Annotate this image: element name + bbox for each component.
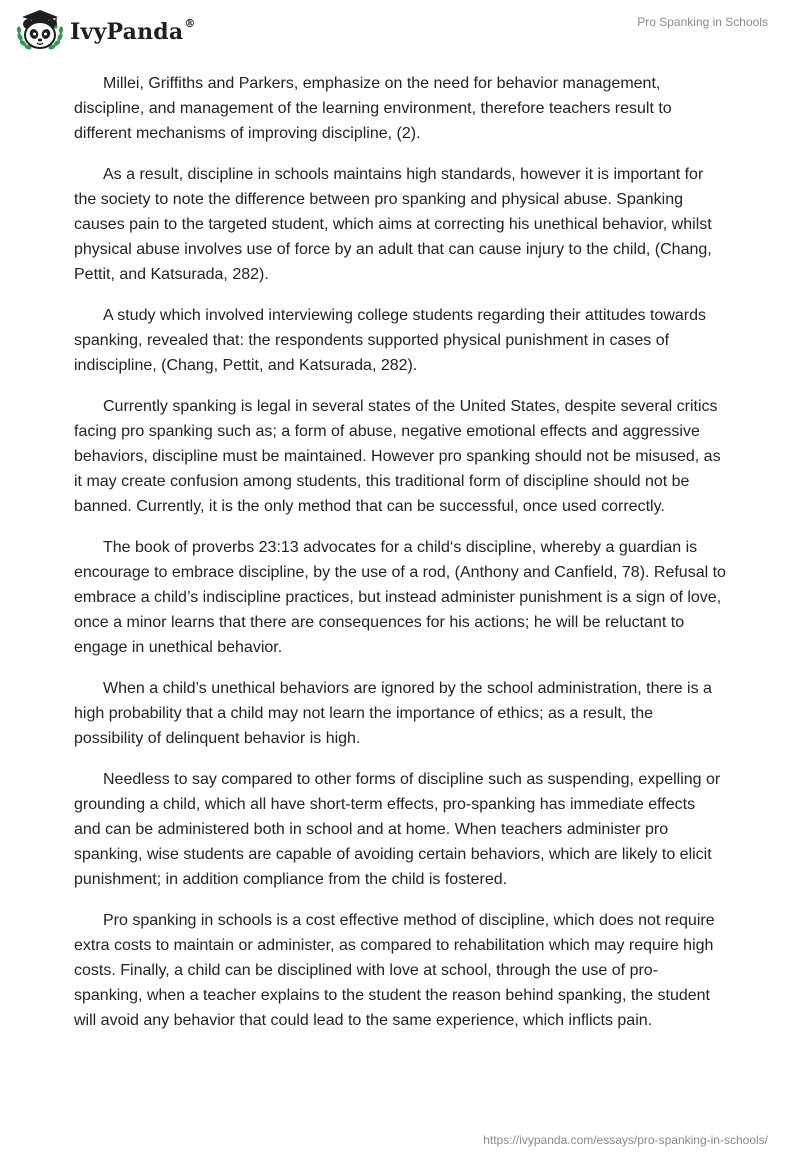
- brand-name: [70, 16, 196, 45]
- paragraph-6: When a child’s unethical behaviors are ignored by the school administration, there is a high probability that a child may not learn the importance of ethics; as a result, the possibility of delinquent behavior is high.: [74, 680, 712, 747]
- registered-mark: ®: [184, 16, 196, 30]
- brand-name-text: IvyPanda: [70, 19, 184, 45]
- paragraph-4: Currently spanking is legal in several states of the United States, despite several critics facing pro spanking such as; a form of abuse, negative emotional effects and aggressive behaviors, discipline must be maintained. However pro spanking should not be misused, as it may create confusion among students, this traditional form of discipline should not be banned. Currently, it is the only method that can be successful, once used correctly.: [74, 398, 721, 515]
- paragraph-3: A study which involved interviewing college students regarding their attitudes towards spanking, revealed that: the respondents supported physical punishment in cases of indiscipline, (Chang, Pettit, and Katsurada, 282).: [74, 307, 706, 374]
- paragraph-7: Needless to say compared to other forms of discipline such as suspending, expelling or grounding a child, which all have short-term effects, pro-spanking has immediate effects and can be administered both in school and at home. When teachers administer pro spanking, wise students are capable of avoiding certain behaviors, which are likely to elicit punishment; in addition compliance from the child is fostered.: [74, 771, 721, 888]
- brand-logo[interactable]: [14, 7, 196, 53]
- source-url-link[interactable]: https://ivypanda.com/essays/pro-spanking-in-schools/: [483, 1133, 768, 1147]
- page-header: [0, 0, 800, 62]
- essay-body: [74, 71, 726, 1049]
- panda-graduate-icon: [14, 7, 66, 53]
- document-title: Pro Spanking in Schools: [637, 15, 768, 29]
- paragraph-1: Millei, Griffiths and Parkers, emphasize on the need for behavior management, discipline, and management of the learning environment, therefore teachers result to different mechanisms of improving discipline, (2).: [74, 75, 672, 142]
- paragraph-5: The book of proverbs 23:13 advocates for a child‘s discipline, whereby a guardian is encourage to embrace discipline, by the use of a rod, (Anthony and Canfield, 78). Refusal to embrace a child’s indiscipline practices, but instead administer punishment is a sign of love, once a minor learns that there are consequences for his actions; he will be reluctant to engage in unethical behavior.: [74, 539, 726, 656]
- paragraph-8: Pro spanking in schools is a cost effective method of discipline, which does not require extra costs to maintain or administer, as compared to rehabilitation which may require high costs. Finally, a child can be disciplined with love at school, through the use of pro-spanking, when a teacher explains to the student the reason behind spanking, the student will avoid any behavior that could lead to the same experience, which inflicts pain.: [74, 912, 715, 1029]
- paragraph-2: As a result, discipline in schools maintains high standards, however it is important for the society to note the difference between pro spanking and physical abuse. Spanking causes pain to the targeted student, which aims at correcting his unethical behavior, whilst physical abuse involves use of force by an adult that can cause injury to the child, (Chang, Pettit, and Katsurada, 282).: [74, 166, 712, 283]
